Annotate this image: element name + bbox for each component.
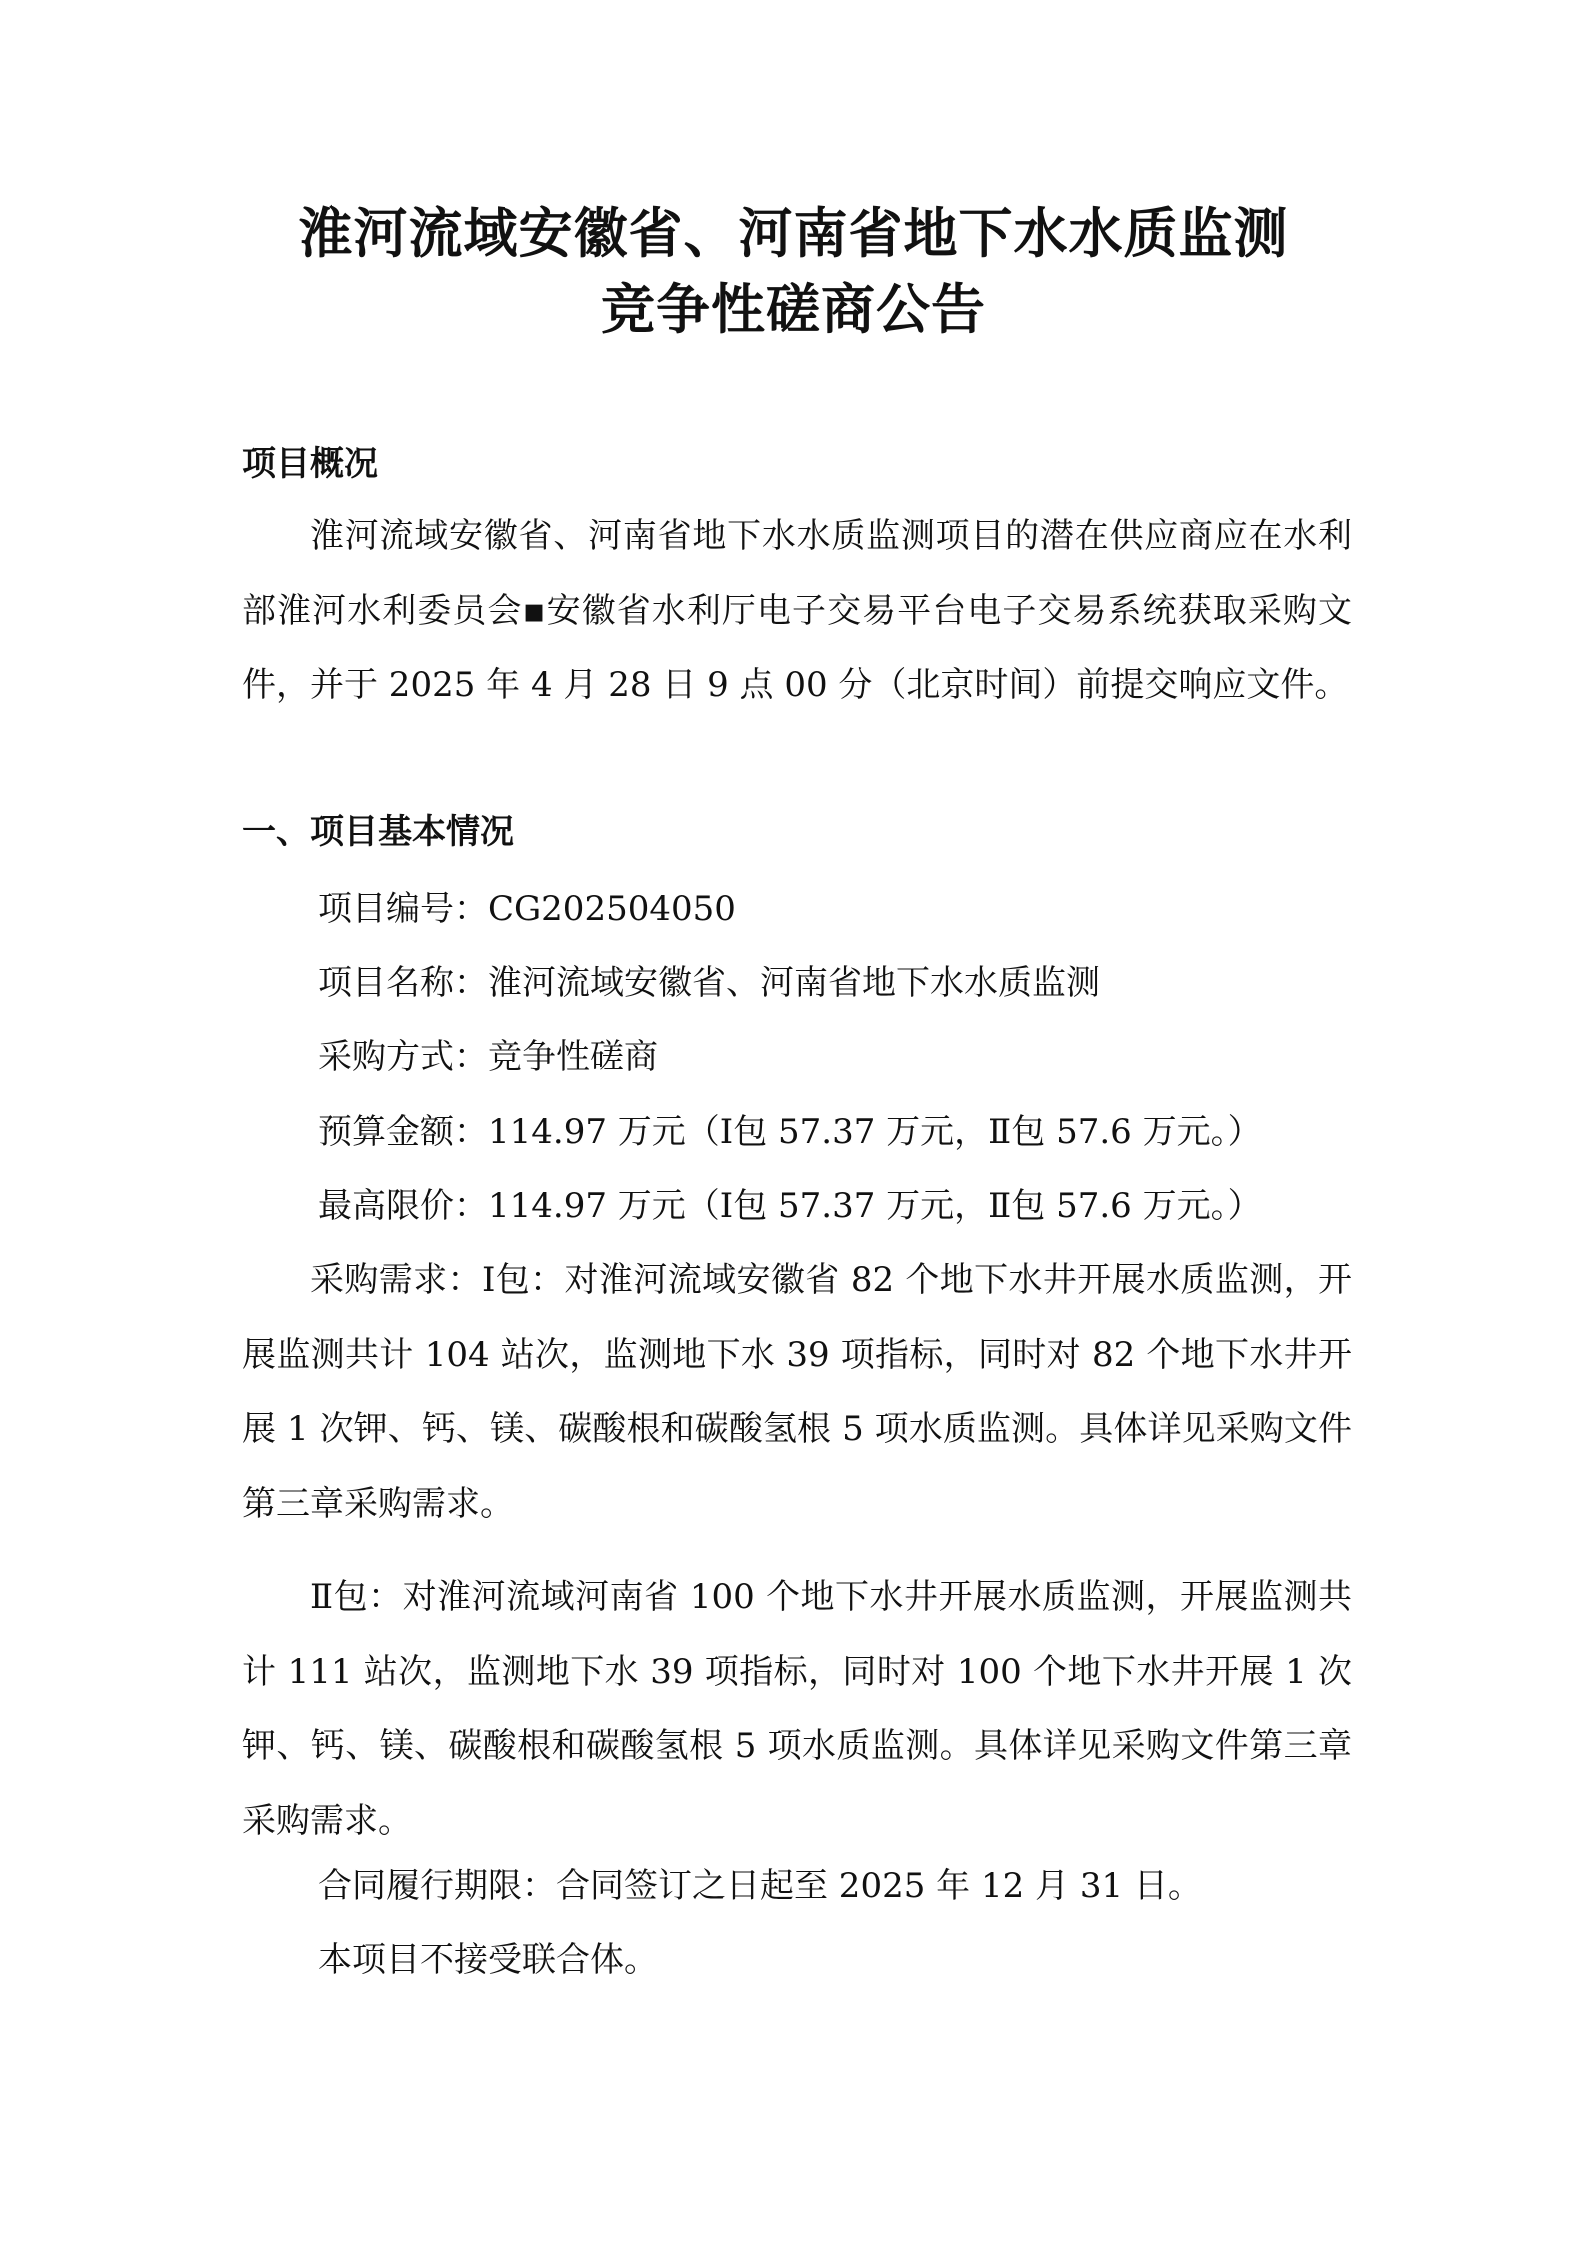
project-name: 项目名称：淮河流域安徽省、河南省地下水水质监测 [318, 963, 1100, 1003]
package1-requirements: 采购需求：Ⅰ包：对淮河流域安徽省 82 个地下水井开展水质监测，开展监测共计 104 站次，监测地下水 39 项指标，同时对 82 个地下水井开展 1 次钾、钙、镁、碳酸根和碳酸氢根 5 项水质监测。具体详见采购文件第三章采购需求。 [242, 1260, 1352, 1524]
package2-requirements: Ⅱ包：对淮河流域河南省 100 个地下水井开展水质监测，开展监测共计 111 站次，监测地下水 39 项指标，同时对 100 个地下水井开展 1 次钾、钙、镁、碳酸根和碳酸氢根 5 项水质监测。具体详见采购文件第三章采购需求。 [242, 1577, 1352, 1841]
document-title-line2: 竞争性磋商公告 [601, 277, 986, 341]
section1-heading: 一、项目基本情况 [242, 812, 514, 852]
document-title-line1: 淮河流域安徽省、河南省地下水水质监测 [298, 201, 1289, 265]
max-price: 最高限价：114.97 万元（Ⅰ包 57.37 万元，Ⅱ包 57.6 万元。） [318, 1186, 1262, 1226]
overview-paragraph: 淮河流域安徽省、河南省地下水水质监测项目的潜在供应商应在水利部淮河水利委员会▪安徽省水利厅电子交易平台电子交易系统获取采购文件，并于 2025 年 4 月 28 日 9 点 00 分（北京时间）前提交响应文件。 [242, 516, 1352, 705]
procurement-method: 采购方式：竞争性磋商 [318, 1037, 658, 1077]
project-number: 项目编号：CG202504050 [318, 889, 736, 929]
overview-heading: 项目概况 [242, 444, 378, 484]
budget-amount: 预算金额：114.97 万元（Ⅰ包 57.37 万元，Ⅱ包 57.6 万元。） [318, 1112, 1262, 1152]
contract-period: 合同履行期限：合同签订之日起至 2025 年 12 月 31 日。 [318, 1866, 1202, 1906]
consortium-note: 本项目不接受联合体。 [318, 1940, 658, 1980]
